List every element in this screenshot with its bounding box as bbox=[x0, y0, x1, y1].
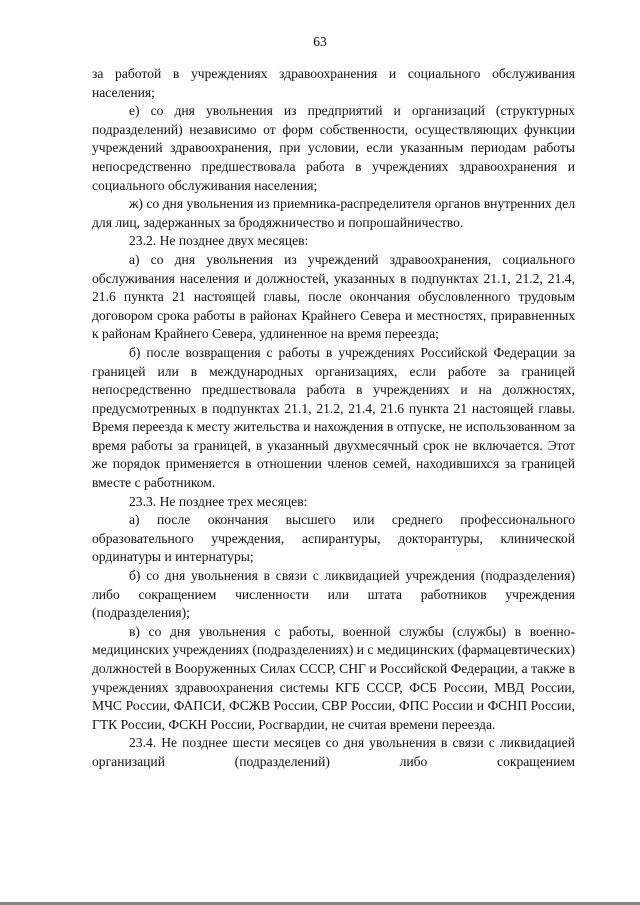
paragraph-item-b-23-2: б) после возвращения с работы в учреждениях Российской Федерации за границей или в международных организациях, если работе за границей непосредственно предшествовала работа в учреждениях и на должностях, предусмотренных в подпунктах 21.1, 21.2, 21.4, 21.6 пункта 21 настоящей главы. Время переезда к месту жительства и нахождения в отпуске, не использованном за время работы за границей, в указанный двухмесячный срок не включается. Этот же порядок применяется в отношении членов семей, находившихся за границей вместе с работником. bbox=[92, 344, 575, 491]
paragraph-item-a-23-3: а) после окончания высшего или среднего профессионального образовательного учреждения, аспирантуры, докторантуры, клинической ординатуры и интернатуры; bbox=[92, 512, 575, 565]
paragraph-item-a-23-2: а) со дня увольнения из учреждений здравоохранения, социального обслуживания населения и должностей, указанных в подпунктах 21.1, 21.2, 21.4, 21.6 пункта 21 настоящей главы, после окончания обусловленного трудовым договором срока работы в районах Крайнего Севера и местностях, приравненных к районам Крайнего Севера, удлиненное на время переезда; bbox=[92, 251, 575, 342]
paragraph-item-v-23-3: в) со дня увольнения с работы, военной службы (службы) в военно-медицинских учреждениях (подразделениях) и с медицинских (фармацевтических) должностей в Вооруженных Силах СССР, СНГ и Российской Федерации, а также в учреждениях здравоохранения системы КГБ СССР, ФСБ России, МВД России, МЧС России, ФАПСИ, ФСЖВ России, СВР России, ФПС России и ФСНП России, ГТК России, ФСКН России, Росгвардии, не считая времени переезда. bbox=[92, 623, 575, 732]
document-body bbox=[92, 65, 575, 772]
section-23-4: 23.4. Не позднее шести месяцев со дня увольнения в связи с ликвидацией организаций (подразделений) либо сокращением bbox=[92, 735, 575, 769]
section-heading-23-3: 23.3. Не позднее трех месяцев: bbox=[129, 493, 308, 509]
page-number: 63 bbox=[313, 34, 327, 49]
paragraph-item-zh: ж) со дня увольнения из приемника-распределителя органов внутренних дел для лиц, задержанных за бродяжничество и попрошайничество. bbox=[92, 196, 575, 230]
paragraph-continuation: за работой в учреждениях здравоохранения и социального обслуживания населения; bbox=[92, 66, 575, 100]
section-heading-23-2: 23.2. Не позднее двух месяцев: bbox=[129, 233, 309, 249]
paragraph-item-e: е) со дня увольнения из предприятий и организаций (структурных подразделений) независимо от форм собственности, осуществляющих функции учреждений здравоохранения, при условии, если указанным периодам работы непосредственно предшествовала работа в учреждениях здравоохранения и социального обслуживания населения; bbox=[92, 103, 575, 193]
paragraph-item-b-23-3: б) со дня увольнения в связи с ликвидацией учреждения (подразделения) либо сокращением численности или штата работников учреждения (подразделения); bbox=[92, 568, 575, 621]
